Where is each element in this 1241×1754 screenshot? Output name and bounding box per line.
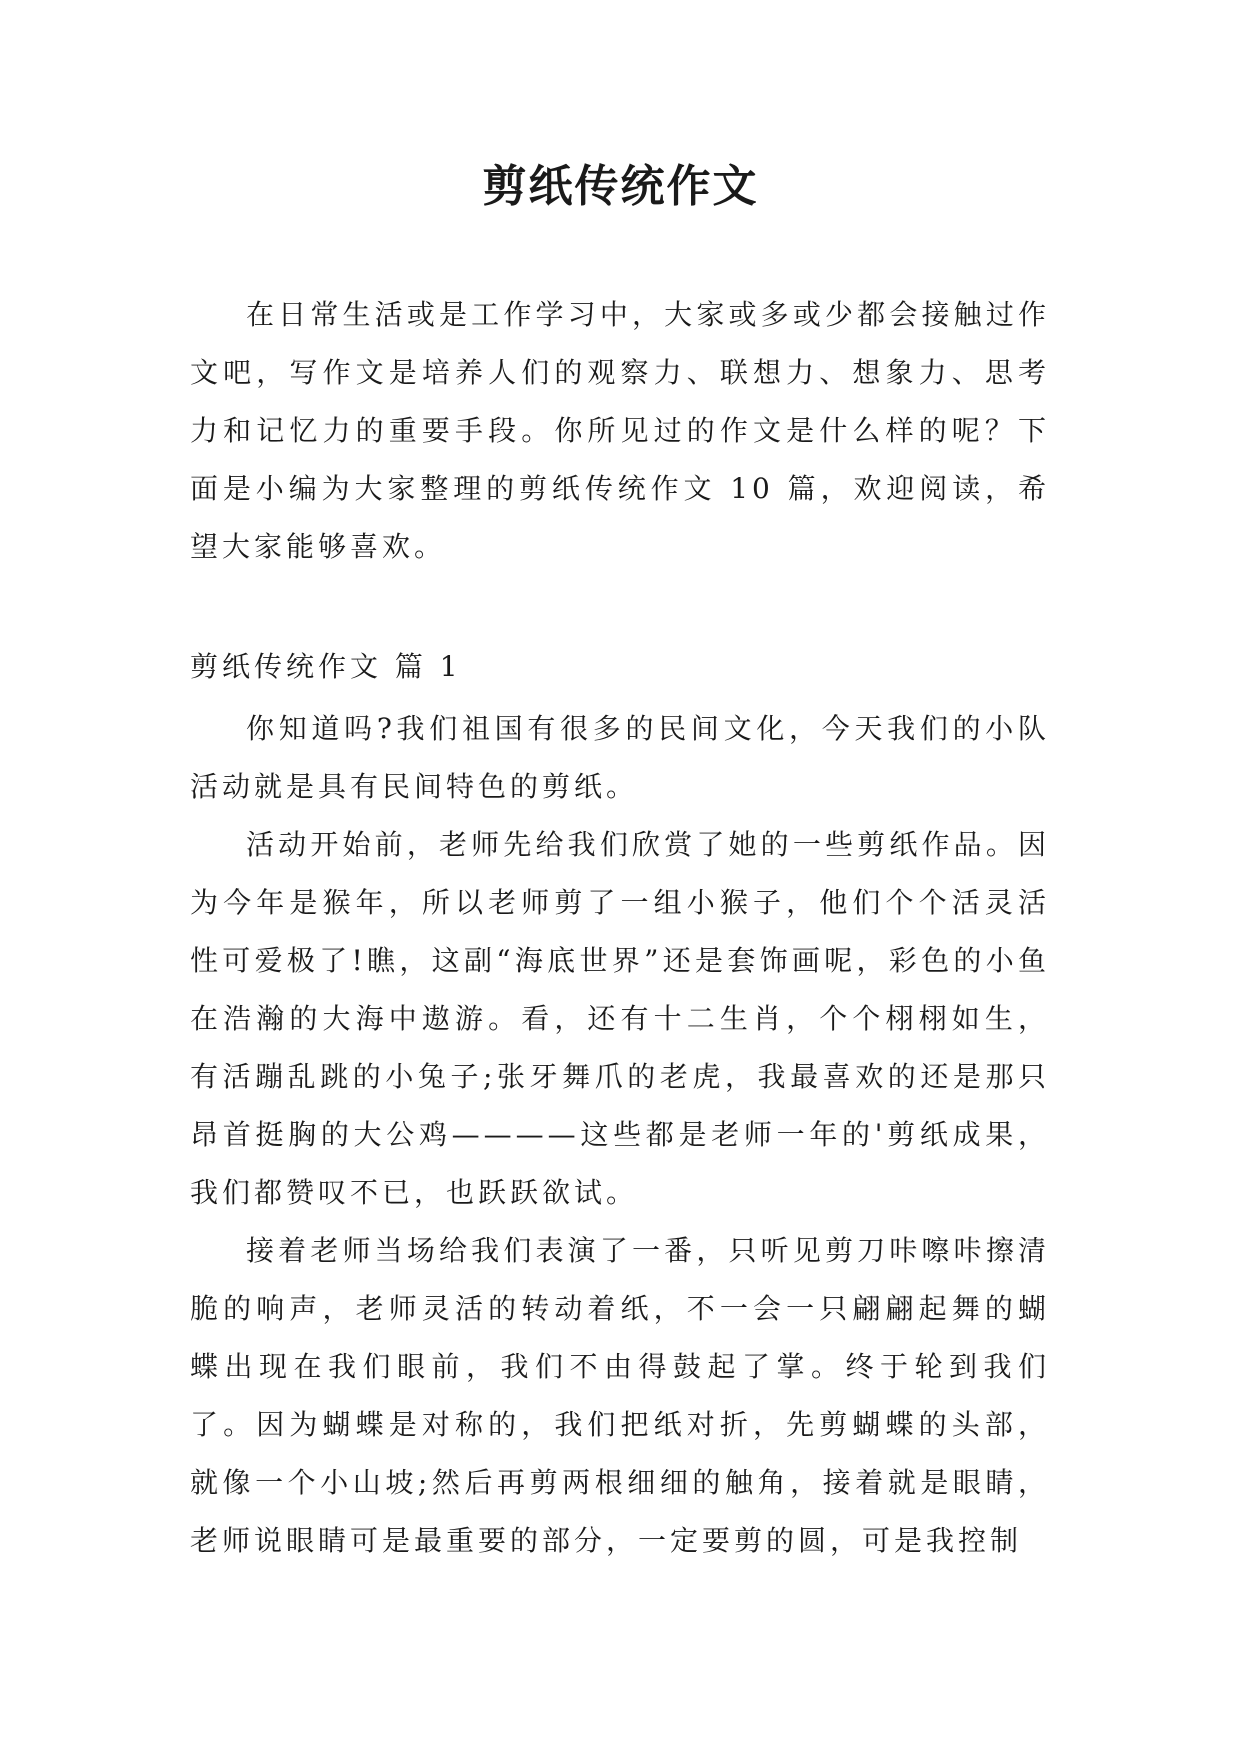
body-paragraph-3: 接着老师当场给我们表演了一番，只听见剪刀咔嚓咔擦清脆的响声，老师灵活的转动着纸，不一会一只翩翩起舞的蝴蝶出现在我们眼前，我们不由得鼓起了掌。终于轮到我们了。因为蝴蝶是对称的，我们把纸对折，先剪蝴蝶的头部，就像一个小山坡;然后再剪两根细细的触角，接着就是眼睛，老师说眼睛可是最重要的部分，一定要剪的圆，可是我控制 <box>190 1234 1050 1557</box>
intro-paragraph: 在日常生活或是工作学习中，大家或多或少都会接触过作文吧，写作文是培养人们的观察力、联想力、想象力、思考力和记忆力的重要手段。你所见过的作文是什么样的呢？下面是小编为大家整理的剪纸传统作文 10 篇，欢迎阅读，希望大家能够喜欢。 <box>190 298 1050 563</box>
body-paragraph-2: 活动开始前，老师先给我们欣赏了她的一些剪纸作品。因为今年是猴年，所以老师剪了一组小猴子，他们个个活灵活性可爱极了!瞧，这副“海底世界”还是套饰画呢，彩色的小鱼在浩瀚的大海中遨游。看，还有十二生肖，个个栩栩如生，有活蹦乱跳的小兔子;张牙舞爪的老虎，我最喜欢的还是那只昂首挺胸的大公鸡————这些都是老师一年的'剪纸成果，我们都赞叹不已，也跃跃欲试。 <box>190 828 1050 1209</box>
intro-block <box>190 286 1050 576</box>
body-paragraph-1: 你知道吗?我们祖国有很多的民间文化，今天我们的小队活动就是具有民间特色的剪纸。 <box>190 712 1050 803</box>
section-heading: 剪纸传统作文 篇 1 <box>190 650 462 683</box>
document-title: 剪纸传统作文 <box>482 161 759 212</box>
section-1 <box>190 638 1050 1570</box>
